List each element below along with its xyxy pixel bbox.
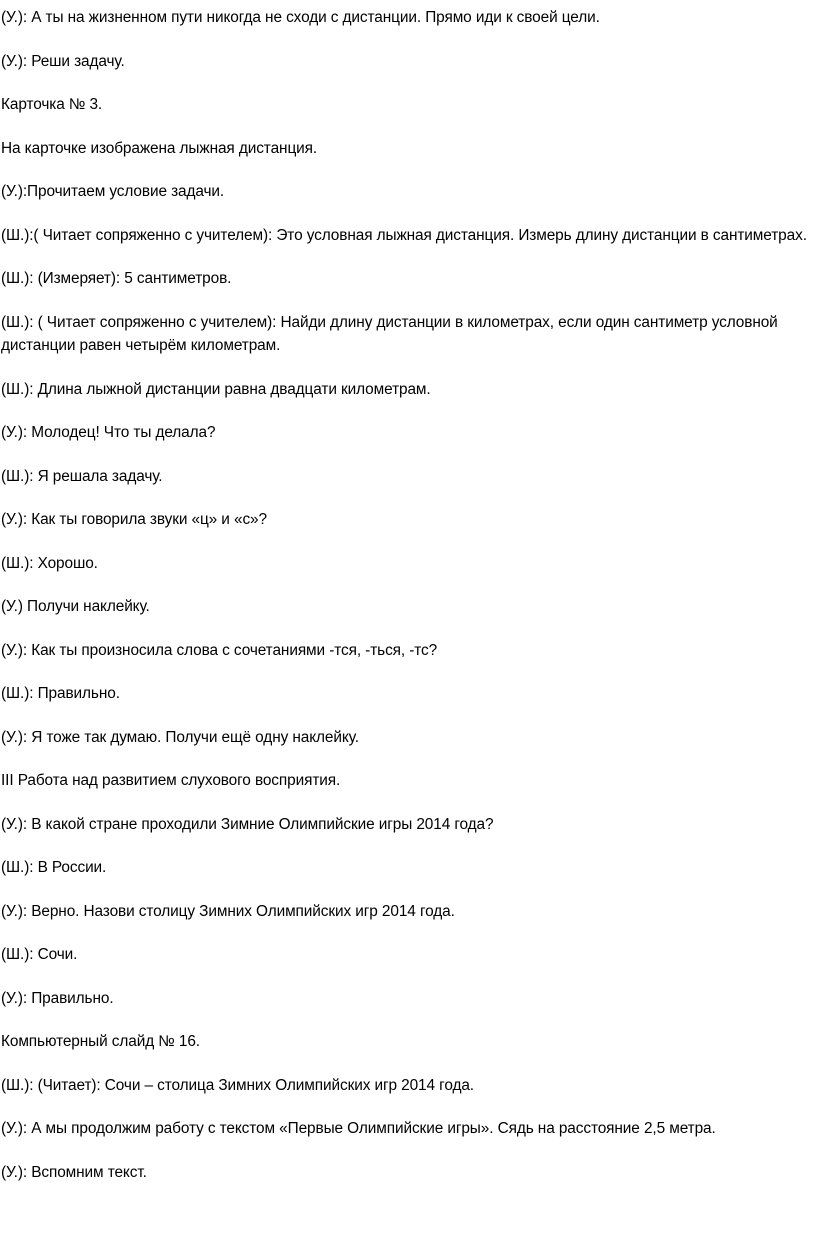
paragraph-26: (У.): А мы продолжим работу с текстом «Первые Олимпийские игры». Сядь на расстояние 2,5 метра. — [1, 1120, 716, 1137]
paragraph-3: Карточка № 3. — [1, 96, 103, 113]
paragraph-10: (У.): Молодец! Что ты делала? — [1, 424, 216, 441]
paragraph-1: (У.): А ты на жизненном пути никогда не сходи с дистанции. Прямо иди к своей цели. — [1, 9, 600, 26]
paragraph-14: (У.) Получи наклейку. — [1, 598, 150, 615]
paragraph-17: (У.): Я тоже так думаю. Получи ещё одну наклейку. — [1, 728, 359, 746]
paragraph-11: (Ш.): Я решала задачу. — [1, 467, 163, 485]
paragraph-9: (Ш.): Длина лыжной дистанции равна двадцати километрам. — [1, 380, 431, 398]
paragraph-25: (Ш.): (Читает): Сочи – столица Зимних Олимпийских игр 2014 года. — [1, 1076, 474, 1094]
paragraph-8: (Ш.): ( Читает сопряженно с учителем): Найди длину дистанции в километрах, если один сантиметр условной дистанции равен четырём километрам. — [1, 313, 778, 354]
paragraph-23: (У.): Правильно. — [1, 989, 114, 1007]
paragraph-19: (У.): В какой стране проходили Зимние Олимпийские игры 2014 года? — [1, 815, 494, 833]
paragraph-7: (Ш.): (Измеряет): 5 сантиметров. — [1, 270, 232, 287]
paragraph-21: (У.): Верно. Назови столицу Зимних Олимпийских игр 2014 года. — [1, 902, 455, 920]
paragraph-16: (Ш.): Правильно. — [1, 685, 120, 702]
paragraph-6: (Ш.):( Читает сопряженно с учителем): Это условная лыжная дистанция. Измерь длину дистанции в сантиметрах. — [1, 226, 807, 244]
paragraph-15: (У.): Как ты произносила слова с сочетаниями -тся, -ться, -тс? — [1, 641, 438, 659]
paragraph-20: (Ш.): В России. — [1, 859, 107, 876]
paragraph-5: (У.):Прочитаем условие задачи. — [1, 183, 225, 200]
paragraph-13: (Ш.): Хорошо. — [1, 554, 98, 572]
paragraph-4: На карточке изображена лыжная дистанция. — [1, 139, 318, 157]
paragraph-27: (У.): Вспомним текст. — [1, 1163, 147, 1181]
section-heading: III Работа над развитием слухового восприятия. — [1, 772, 341, 789]
paragraph-2: (У.): Реши задачу. — [1, 52, 125, 70]
paragraph-24: Компьютерный слайд № 16. — [1, 1033, 200, 1050]
paragraph-22: (Ш.): Сочи. — [1, 946, 78, 963]
paragraph-12: (У.): Как ты говорила звуки «ц» и «с»? — [1, 511, 267, 528]
